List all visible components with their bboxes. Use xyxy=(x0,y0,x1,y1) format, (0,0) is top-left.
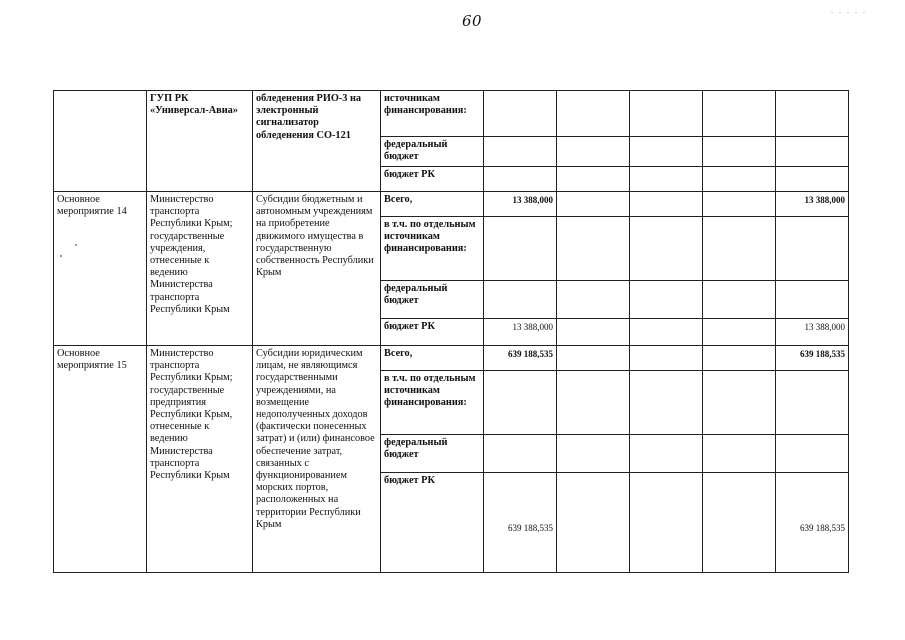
purpose-cell: обледенения РИО-3 на электронный сигнализатор обледенения СО-121 xyxy=(253,91,381,192)
value-cell xyxy=(557,346,630,371)
value-cell xyxy=(703,137,776,167)
value-cell xyxy=(484,371,557,435)
value-cell xyxy=(630,371,703,435)
value-cell xyxy=(557,473,630,573)
value-cell xyxy=(630,91,703,137)
total-value: 639 188,535 xyxy=(484,473,557,573)
source-cell: источникам финансирования: xyxy=(381,91,484,137)
value-cell xyxy=(484,91,557,137)
value-cell xyxy=(484,435,557,473)
value-cell xyxy=(703,217,776,281)
value-cell xyxy=(557,192,630,217)
source-cell: в т.ч. по отдельным источникам финансирования: xyxy=(381,217,484,281)
source-cell: Всего, xyxy=(381,192,484,217)
value-cell xyxy=(703,473,776,573)
page-number: 60 xyxy=(462,12,483,30)
executor-cell: ГУП РК «Универсал-Авиа» xyxy=(147,91,253,192)
value-cell xyxy=(703,371,776,435)
value-cell xyxy=(776,281,849,319)
value-cell xyxy=(630,192,703,217)
value-cell xyxy=(557,217,630,281)
value-cell xyxy=(630,319,703,346)
source-cell: федеральный бюджет xyxy=(381,435,484,473)
value-cell xyxy=(776,91,849,137)
value-cell xyxy=(557,167,630,192)
value-cell xyxy=(703,346,776,371)
value-cell xyxy=(557,137,630,167)
scan-dots: . . . . . xyxy=(831,6,867,15)
value-cell xyxy=(557,319,630,346)
value-cell xyxy=(776,217,849,281)
total-value: 639 188,535 xyxy=(484,346,557,371)
value-cell xyxy=(630,167,703,192)
value-cell xyxy=(703,435,776,473)
purpose-cell: Субсидии бюджетным и автономным учреждениям на приобретение движимого имущества в государственную собственность Республики Крым xyxy=(253,192,381,346)
last-value: 13 388,000 xyxy=(776,319,849,346)
source-cell: в т.ч. по отдельным источникам финансирования: xyxy=(381,371,484,435)
value-cell xyxy=(776,167,849,192)
last-value: 639 188,535 xyxy=(776,346,849,371)
value-cell xyxy=(630,281,703,319)
value-cell xyxy=(703,167,776,192)
source-cell: бюджет РК xyxy=(381,473,484,573)
value-cell xyxy=(776,435,849,473)
event-name-cell xyxy=(54,91,147,192)
total-value: 13 388,000 xyxy=(484,192,557,217)
value-cell xyxy=(703,91,776,137)
source-cell: федеральный бюджет xyxy=(381,281,484,319)
value-cell xyxy=(630,346,703,371)
value-cell xyxy=(484,281,557,319)
value-cell xyxy=(630,217,703,281)
executor-cell: Министерство транспорта Республики Крым; государственные учреждения, отнесенные к ведению Министерства транспорта Республики Крым xyxy=(147,192,253,346)
table-row xyxy=(54,91,849,137)
source-cell: бюджет РК xyxy=(381,319,484,346)
executor-cell: Министерство транспорта Республики Крым; государственные предприятия Республики Крым, отнесенные к ведению Министерства транспорта Республики Крым xyxy=(147,346,253,573)
value-cell xyxy=(557,281,630,319)
value-cell xyxy=(557,371,630,435)
last-value: 13 388,000 xyxy=(776,192,849,217)
value-cell xyxy=(703,192,776,217)
value-cell xyxy=(703,281,776,319)
source-cell: бюджет РК xyxy=(381,167,484,192)
value-cell xyxy=(484,167,557,192)
budget-table xyxy=(53,90,849,573)
event-name-cell: Основное мероприятие 14 xyxy=(54,192,147,346)
event-name-cell: Основное мероприятие 15 xyxy=(54,346,147,573)
value-cell xyxy=(776,137,849,167)
value-cell xyxy=(484,137,557,167)
purpose-cell: Субсидии юридическим лицам, не являющимся государственными учреждениями, на возмещение недополученных доходов (фактически понесенных затрат) и (или) финансовое обеспечение затрат, связанных с функционированием морских портов, расположенных на территории Республики Крым xyxy=(253,346,381,573)
value-cell xyxy=(703,319,776,346)
value-cell xyxy=(557,91,630,137)
value-cell xyxy=(630,137,703,167)
source-cell: Всего, xyxy=(381,346,484,371)
table-row xyxy=(54,192,849,217)
value-cell xyxy=(484,217,557,281)
source-cell: федеральный бюджет xyxy=(381,137,484,167)
table-row xyxy=(54,346,849,371)
total-value: 13 388,000 xyxy=(484,319,557,346)
last-value: 639 188,535 xyxy=(776,473,849,573)
value-cell xyxy=(557,435,630,473)
value-cell xyxy=(630,435,703,473)
value-cell xyxy=(630,473,703,573)
value-cell xyxy=(776,371,849,435)
